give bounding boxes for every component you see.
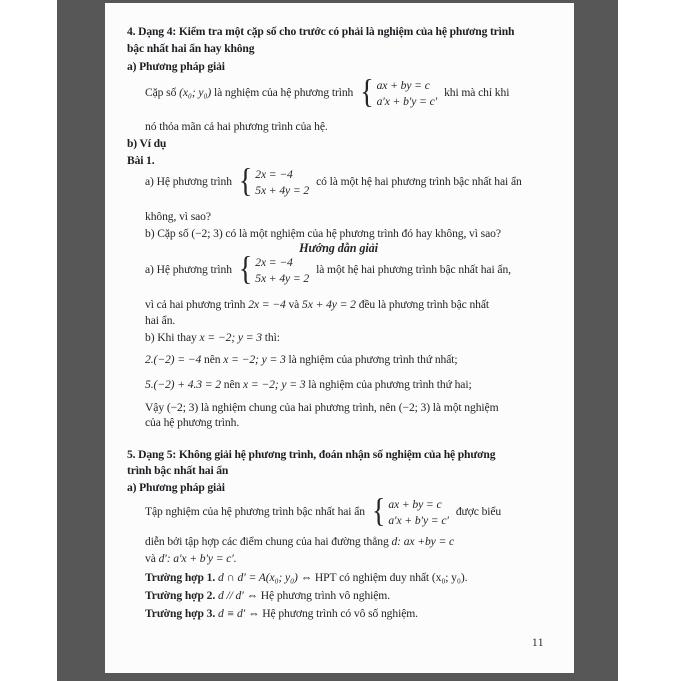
question-a-text1: a) Hệ phương trình bbox=[145, 175, 232, 188]
system-brace: { bbox=[238, 162, 253, 200]
question-a-text2: có là một hệ hai phương trình bậc nhất hai ẩn bbox=[316, 175, 522, 188]
document-page bbox=[105, 3, 574, 673]
text-segment: diễn bởi tập hợp các điểm chung của hai đường thẳng bbox=[145, 535, 389, 548]
system-equations bbox=[388, 498, 448, 527]
math-segment: 5x + 4y = 2 bbox=[302, 298, 356, 311]
page-number: 11 bbox=[531, 636, 544, 649]
math-segment: x = −2; y = 3 bbox=[223, 353, 286, 366]
conclusion-line2: của hệ phương trình. bbox=[145, 416, 240, 429]
system-equations bbox=[255, 256, 309, 285]
pair-condition-text: khi mà chỉ khi bbox=[444, 86, 510, 99]
pair-definition-row bbox=[145, 73, 510, 111]
case-label: Trường hợp 1. bbox=[145, 571, 216, 584]
equation-line: 2x = −4 bbox=[255, 167, 293, 181]
case-label: Trường hợp 2. bbox=[145, 589, 216, 602]
solution-a-line3: hai ẩn. bbox=[145, 314, 176, 327]
text-segment: và bbox=[288, 298, 300, 311]
math-segment: x = −2; y = 3 bbox=[243, 378, 306, 391]
math-segment: x = −2; y = 3 bbox=[199, 331, 262, 344]
section5-method-label: a) Phương pháp giải bbox=[127, 481, 225, 494]
text-segment: thì: bbox=[264, 331, 280, 344]
system-brace: { bbox=[238, 250, 253, 288]
section5-heading-line1: 5. Dạng 5: Không giải hệ phương trình, đoán nhận số nghiệm của hệ phương bbox=[127, 448, 496, 461]
photo-background bbox=[57, 0, 618, 681]
math-segment: d: ax +by = c bbox=[391, 535, 455, 548]
equation-line: 5x + 4y = 2 bbox=[255, 271, 310, 285]
solution-set-line3 bbox=[145, 551, 237, 567]
pair-intro-text2: là nghiệm của hệ phương trình bbox=[213, 86, 354, 99]
solution-set-text2: được biểu bbox=[455, 505, 502, 518]
solution-set-line2 bbox=[145, 534, 454, 550]
solution-b-line bbox=[145, 330, 280, 346]
text-segment: b) Khi thay bbox=[145, 331, 197, 344]
conclusion-line1: Vậy (−2; 3) là nghiệm chung của hai phương trình, nên (−2; 3) là một nghiệm bbox=[145, 401, 499, 414]
solution-set-text1: Tập nghiệm của hệ phương trình bậc nhất hai ẩn bbox=[145, 505, 365, 518]
text-segment: đều là phương trình bậc nhất bbox=[358, 298, 490, 311]
section4-heading-line1: 4. Dạng 4: Kiểm tra một cặp số cho trước có phải là nghiệm của hệ phương trình bbox=[127, 25, 515, 38]
equation-system-general-1 bbox=[360, 73, 438, 111]
system-brace: { bbox=[360, 73, 374, 111]
case-line-2 bbox=[145, 588, 390, 604]
question-a-row bbox=[145, 162, 522, 200]
text-segment: vì cả hai phương trình bbox=[145, 298, 246, 311]
pair-intro-text: Cặp số bbox=[145, 86, 177, 99]
system-brace: { bbox=[371, 492, 386, 530]
case-math: d // d′ bbox=[217, 589, 244, 602]
math-segment: 5.(−2) + 4.3 = 2 bbox=[145, 378, 221, 391]
math-segment: 2.(−2) = −4 bbox=[145, 353, 202, 366]
exercise-label: Bài 1. bbox=[127, 154, 155, 167]
case-text: ⇔ HPT có nghiệm duy nhất (x₀; y₀). bbox=[300, 571, 468, 584]
case-line-1 bbox=[145, 570, 467, 586]
math-segment: d′: a′x + b′y = c′. bbox=[158, 552, 237, 565]
equation-line: 5x + 4y = 2 bbox=[255, 183, 310, 197]
solution-set-row bbox=[145, 492, 502, 530]
pair-math: (x₀; y₀) bbox=[179, 86, 212, 99]
system-equations bbox=[255, 168, 309, 197]
solution-a-text2: là một hệ hai phương trình bậc nhất hai ẩn, bbox=[316, 263, 511, 276]
case-text: ⇔ Hệ phương trình có vô số nghiệm. bbox=[247, 607, 418, 620]
math-segment: 2x = −4 bbox=[248, 298, 286, 311]
question-b-line: b) Cặp số (−2; 3) có là một nghiệm của hệ phương trình đó hay không, vì sao? bbox=[145, 227, 501, 240]
case-label: Trường hợp 3. bbox=[145, 607, 216, 620]
case-math: d ∩ d′ = A(x₀; y₀) bbox=[217, 571, 298, 584]
text-segment: nên bbox=[204, 353, 221, 366]
equation-line: ax + by = c bbox=[376, 78, 430, 92]
equation-system-example-2 bbox=[238, 250, 310, 288]
question-a-line2: không, vì sao? bbox=[145, 210, 211, 223]
text-segment: là nghiệm của phương trình thứ hai; bbox=[308, 378, 472, 391]
check-first-equation-line bbox=[145, 352, 458, 368]
equation-line: ax + by = c bbox=[388, 497, 442, 511]
case-line-3 bbox=[145, 606, 418, 622]
pair-definition-text bbox=[145, 85, 353, 101]
solution-a-row bbox=[145, 250, 511, 288]
pair-definition-line2: nó thỏa mãn cả hai phương trình của hệ. bbox=[145, 120, 328, 133]
section4-method-label: a) Phương pháp giải bbox=[127, 60, 225, 73]
equation-system-general-2 bbox=[371, 492, 449, 530]
equation-line: a′x + b′y = c′ bbox=[376, 94, 438, 108]
solution-a-line2 bbox=[145, 297, 489, 313]
equation-system-example-1 bbox=[238, 162, 310, 200]
section4-example-label: b) Ví dụ bbox=[127, 137, 167, 150]
section5-heading-line2: trình bậc nhất hai ẩn bbox=[127, 464, 229, 477]
case-math: d ≡ d′ bbox=[217, 607, 246, 620]
section4-heading-line2: bậc nhất hai ẩn hay không bbox=[127, 42, 255, 55]
case-text: ⇔ Hệ phương trình vô nghiệm. bbox=[246, 589, 391, 602]
text-segment: nên bbox=[223, 378, 241, 391]
text-segment: và bbox=[145, 552, 156, 565]
check-second-equation-line bbox=[145, 377, 472, 393]
solution-a-text1: a) Hệ phương trình bbox=[145, 263, 232, 276]
equation-line: a′x + b′y = c′ bbox=[388, 513, 449, 527]
equation-line: 2x = −4 bbox=[255, 255, 293, 269]
solution-guide-title: Hướng dẫn giải bbox=[299, 241, 378, 255]
system-equations bbox=[377, 79, 437, 108]
text-segment: là nghiệm của phương trình thứ nhất; bbox=[288, 353, 458, 366]
